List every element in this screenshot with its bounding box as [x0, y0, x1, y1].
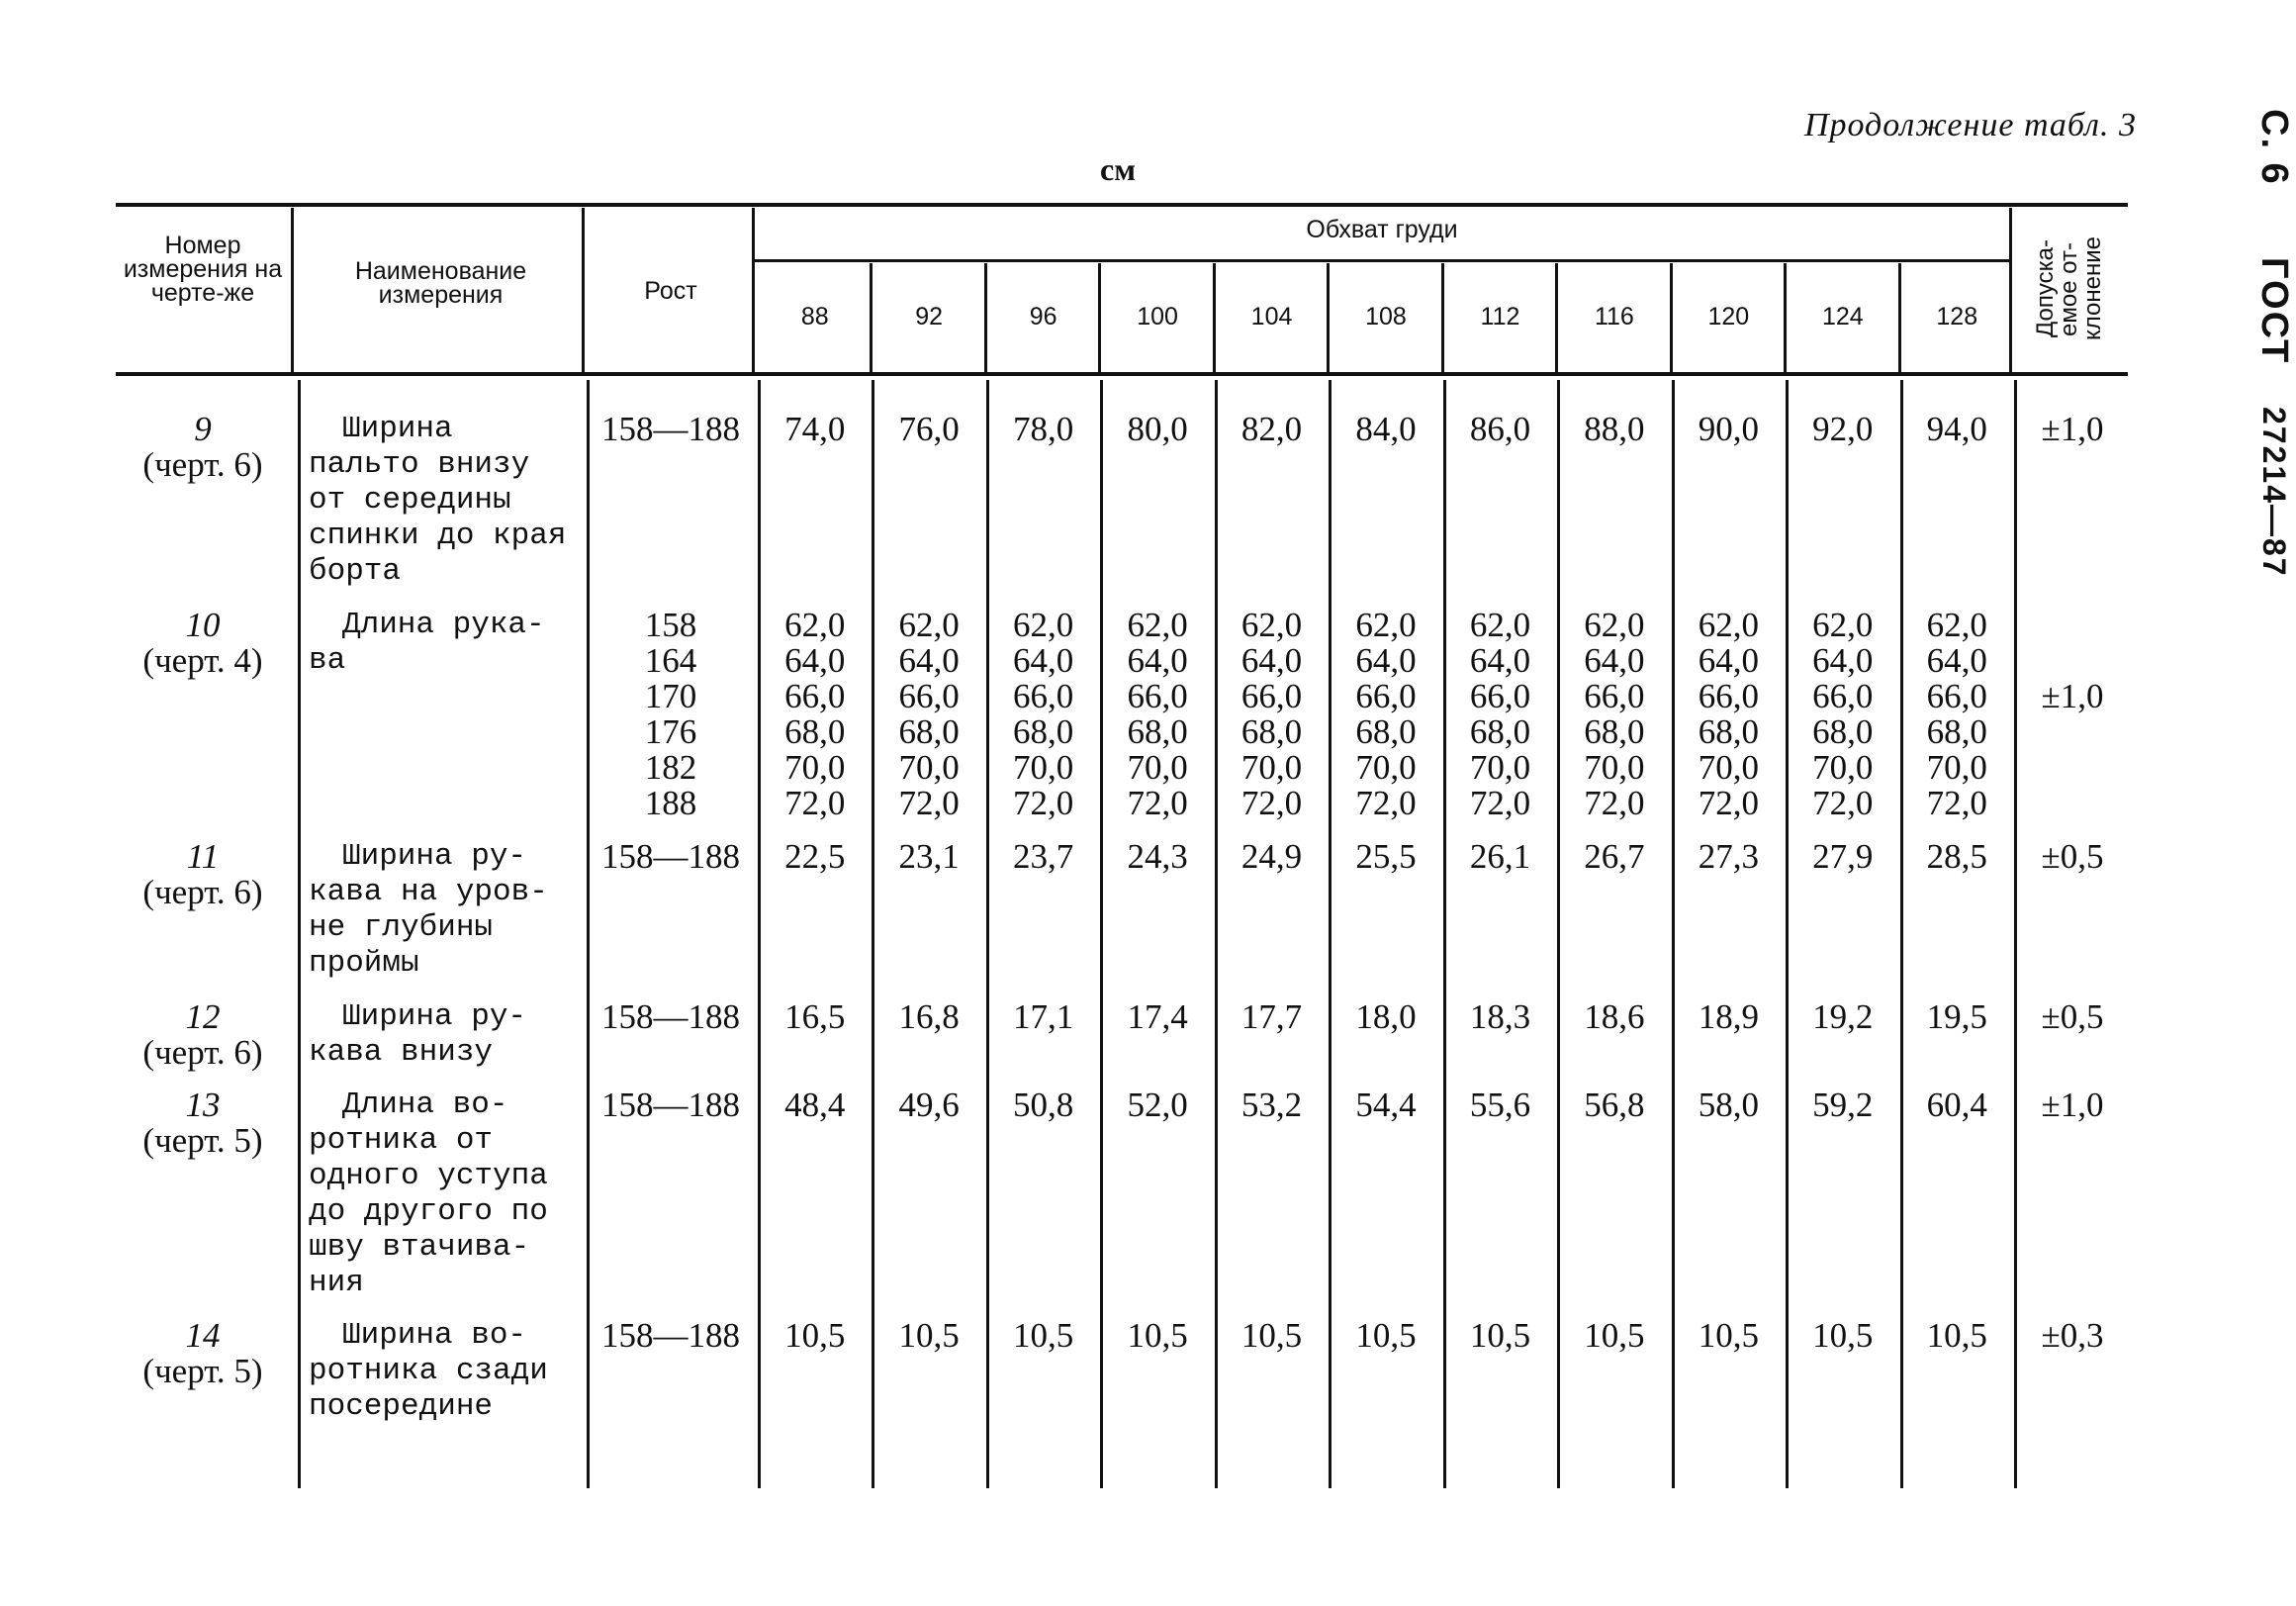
measurement-value: 72,0: [1698, 784, 1759, 822]
chest-size-header: 124: [1821, 303, 1864, 331]
measurement-value: 68,0: [1240, 712, 1303, 751]
measurement-value: 17,1: [1013, 997, 1074, 1036]
measurement-value: 58,0: [1698, 1086, 1759, 1124]
measurement-value: 19,5: [1926, 997, 1987, 1036]
measurement-value: 66,0: [1584, 677, 1645, 715]
column-rule: [1441, 263, 1444, 372]
measurement-name: [309, 608, 586, 679]
measurement-value: 64,0: [898, 641, 960, 680]
measurement-value: 64,0: [1355, 641, 1417, 680]
column-header-tolerance: Допуска-емое от-клонение: [2032, 236, 2106, 341]
standard-number: 27214—87: [2256, 407, 2292, 578]
column-rule: [2009, 208, 2012, 372]
drawing-reference: (черт. 6): [142, 445, 263, 484]
table-row-number: [116, 999, 290, 1071]
measurement-value-stack: [1786, 608, 1899, 821]
column-rule: [587, 380, 590, 1488]
measurement-value: 60,4: [1926, 1086, 1987, 1124]
measurement-value: 10,5: [1469, 1316, 1531, 1355]
measurement-value: 53,2: [1240, 1086, 1303, 1124]
measurement-value: 84,0: [1355, 410, 1417, 448]
measurement-value: 68,0: [1355, 712, 1417, 751]
measurement-value: 17,7: [1240, 997, 1303, 1036]
measurement-value: 62,0: [1240, 606, 1303, 644]
measurement-name-line: ва: [309, 643, 346, 678]
measurement-value-stack: [986, 608, 1100, 821]
measurement-value: 70,0: [1127, 748, 1188, 787]
measurement-value: 25,5: [1355, 837, 1417, 876]
measurement-value: 92,0: [1812, 410, 1874, 448]
measurement-value-stack: [1100, 608, 1214, 821]
measurement-value: 64,0: [1698, 641, 1759, 680]
measurement-value: 72,0: [784, 784, 846, 822]
table-row-number: [116, 839, 290, 910]
measurement-value: 10,5: [784, 1316, 846, 1355]
measurement-number: 12: [185, 997, 221, 1036]
measurement-value: 70,0: [1926, 748, 1987, 787]
chest-size-header: 100: [1137, 303, 1178, 331]
measurement-value: 10,5: [1812, 1316, 1874, 1355]
column-header-name: Наименование измерения: [354, 257, 527, 309]
measurement-value: 55,6: [1469, 1086, 1531, 1124]
measurement-name-line: кава внизу: [309, 1035, 494, 1070]
chest-size-header: 92: [915, 303, 944, 331]
measurement-value: 68,0: [1812, 712, 1874, 751]
measurement-value: 18,0: [1355, 997, 1417, 1036]
measurement-value: 66,0: [1698, 677, 1759, 715]
height-value: 176: [644, 712, 697, 751]
measurement-name-line: Ширина во-: [342, 1318, 527, 1353]
measurement-value: 64,0: [1584, 641, 1645, 680]
column-header-height: Рост: [644, 277, 697, 305]
measurement-number: 13: [185, 1086, 221, 1124]
measurement-value: 70,0: [1355, 748, 1417, 787]
measurement-value: 62,0: [1926, 606, 1987, 644]
drawing-reference: (черт. 4): [142, 641, 263, 680]
measurement-value: 64,0: [1812, 641, 1874, 680]
measurement-value-stack: [1672, 608, 1786, 821]
height-value: 188: [644, 784, 697, 822]
measurement-name: [309, 1318, 586, 1425]
measurement-name-line: до другого по: [309, 1194, 548, 1229]
measurement-value: 68,0: [784, 712, 846, 751]
height-range: 158—188: [601, 1086, 740, 1124]
measurement-name-line: Ширина: [342, 412, 453, 446]
measurement-value: 68,0: [1127, 712, 1188, 751]
measurement-value: 10,5: [1926, 1316, 1987, 1355]
measurement-value-stack: [1329, 608, 1442, 821]
measurement-value-stack: [1900, 608, 2014, 821]
measurement-value-stack: [872, 608, 985, 821]
measurement-value: 10,5: [1584, 1316, 1645, 1355]
measurement-value: 72,0: [1127, 784, 1188, 822]
tolerance-value: ±0,3: [2041, 1316, 2104, 1355]
measurement-value: 10,5: [1127, 1316, 1188, 1355]
measurement-value: 64,0: [1240, 641, 1303, 680]
measurement-name: [309, 1087, 586, 1301]
height-value: 182: [644, 748, 697, 787]
column-rule: [1898, 263, 1901, 372]
page-reference: С. 6: [2253, 109, 2295, 186]
measurement-value: 70,0: [1584, 748, 1645, 787]
measurement-value: 70,0: [1698, 748, 1759, 787]
measurement-value: 62,0: [784, 606, 846, 644]
measurement-value: 70,0: [898, 748, 960, 787]
measurement-value: 18,9: [1698, 997, 1759, 1036]
measurement-value: 16,5: [784, 997, 846, 1036]
drawing-reference: (черт. 6): [142, 1033, 263, 1072]
chest-size-header: 108: [1365, 303, 1407, 331]
measurement-name-line: посередине: [309, 1389, 494, 1424]
measurement-name-line: ния: [309, 1266, 364, 1300]
measurement-value: 72,0: [1584, 784, 1645, 822]
tolerance-value: ±1,0: [2041, 677, 2104, 715]
measurement-value: 62,0: [1812, 606, 1874, 644]
measurement-value: 28,5: [1926, 837, 1987, 876]
height-value: 164: [644, 641, 697, 680]
column-rule: [758, 380, 761, 1488]
column-rule: [2014, 380, 2017, 1488]
height-range: 158—188: [601, 997, 740, 1036]
measurement-value: 94,0: [1926, 410, 1987, 448]
measurement-value: 66,0: [1926, 677, 1987, 715]
measurement-value: 56,8: [1584, 1086, 1645, 1124]
column-rule: [1670, 263, 1673, 372]
measurement-value: 26,1: [1469, 837, 1531, 876]
measurement-value-stack: [758, 608, 872, 821]
measurement-value: 64,0: [1127, 641, 1188, 680]
measurement-name-line: Длина рука-: [342, 608, 545, 642]
measurement-value: 59,2: [1812, 1086, 1874, 1124]
height-range: 158—188: [601, 1316, 740, 1355]
measurement-value: 64,0: [1926, 641, 1987, 680]
measurement-value: 72,0: [1812, 784, 1874, 822]
measurement-name-line: спинки до края: [309, 519, 567, 553]
measurement-name-line: Длина во-: [342, 1087, 508, 1122]
chest-size-header: 88: [800, 303, 829, 331]
column-rule: [1213, 263, 1216, 372]
chest-size-header: 128: [1936, 303, 1978, 331]
measurement-value: 18,6: [1584, 997, 1645, 1036]
table-top-rule: [116, 203, 2128, 207]
drawing-reference: (черт. 6): [142, 873, 263, 911]
measurement-value: 52,0: [1127, 1086, 1188, 1124]
measurement-value: 10,5: [1240, 1316, 1303, 1355]
measurement-name-line: борта: [309, 554, 402, 589]
measurement-value: 68,0: [898, 712, 960, 751]
tolerance-value: ±0,5: [2041, 997, 2104, 1036]
standard-title: ГОСТ: [2253, 257, 2295, 365]
measurement-value: 49,6: [898, 1086, 960, 1124]
measurement-value: 64,0: [784, 641, 846, 680]
units-label: см: [1100, 151, 1136, 187]
measurement-value: 10,5: [1698, 1316, 1759, 1355]
measurement-name: [309, 839, 586, 982]
measurement-value: 50,8: [1013, 1086, 1074, 1124]
measurement-value: 19,2: [1812, 997, 1874, 1036]
measurement-value: 62,0: [1698, 606, 1759, 644]
measurement-value: 66,0: [1013, 677, 1074, 715]
measurement-value: 66,0: [1355, 677, 1417, 715]
measurement-value: 66,0: [1240, 677, 1303, 715]
column-header-number: Номер измерения на черте-же: [123, 232, 283, 307]
measurement-value: 68,0: [1584, 712, 1645, 751]
measurement-value: 62,0: [1127, 606, 1188, 644]
measurement-value: 66,0: [784, 677, 846, 715]
measurement-value: 74,0: [784, 410, 846, 448]
measurement-value: 48,4: [784, 1086, 846, 1124]
measurement-value: 66,0: [1469, 677, 1531, 715]
measurement-value-stack: [1557, 608, 1671, 821]
measurement-number: 9: [194, 410, 212, 448]
measurement-value: 70,0: [1812, 748, 1874, 787]
measurement-value: 66,0: [1127, 677, 1188, 715]
measurement-value: 68,0: [1013, 712, 1074, 751]
chest-size-header: 120: [1707, 303, 1750, 331]
column-rule: [984, 263, 987, 372]
measurement-name-line: пальто внизу: [309, 447, 530, 482]
measurement-name-line: ротника сзади: [309, 1354, 548, 1388]
height-range: 158—188: [601, 410, 740, 448]
measurement-value: 64,0: [1013, 641, 1074, 680]
measurement-value: 70,0: [1469, 748, 1531, 787]
table-row-number: [116, 1087, 290, 1159]
measurement-value: 64,0: [1469, 641, 1531, 680]
measurement-number: 14: [185, 1316, 221, 1355]
column-header-chest-group: Обхват груди: [1306, 216, 1458, 243]
measurement-value-stack: [1215, 608, 1329, 821]
measurement-value-stack: [1443, 608, 1557, 821]
measurement-name-line: от середины: [309, 483, 511, 518]
measurement-value: 10,5: [1013, 1316, 1074, 1355]
measurement-value: 80,0: [1127, 410, 1188, 448]
measurement-value: 68,0: [1926, 712, 1987, 751]
measurement-value: 62,0: [1355, 606, 1417, 644]
measurement-value: 24,3: [1127, 837, 1188, 876]
measurement-name-line: Ширина ру-: [342, 999, 527, 1034]
measurement-value: 70,0: [1240, 748, 1303, 787]
measurement-name-line: кава на уров-: [309, 875, 548, 909]
chest-group-rule: [755, 259, 2009, 262]
measurement-value: 70,0: [1013, 748, 1074, 787]
measurement-value: 88,0: [1584, 410, 1645, 448]
column-rule: [1555, 263, 1558, 372]
header-bottom-rule: [116, 372, 2128, 376]
measurement-value: 23,1: [898, 837, 960, 876]
measurement-value: 72,0: [1240, 784, 1303, 822]
standard-reference: [2157, 109, 2295, 578]
measurement-value: 82,0: [1240, 410, 1303, 448]
measurement-value: 72,0: [1926, 784, 1987, 822]
measurement-name: [309, 412, 586, 590]
measurement-value: 78,0: [1013, 410, 1074, 448]
measurement-name-line: не глубины: [309, 910, 494, 945]
measurement-value: 26,7: [1584, 837, 1645, 876]
column-rule: [1098, 263, 1101, 372]
table-row-number: [116, 608, 290, 679]
measurement-value: 62,0: [1013, 606, 1074, 644]
measurement-number: 11: [186, 837, 220, 876]
measurement-value: 66,0: [1812, 677, 1874, 715]
measurement-value: 86,0: [1469, 410, 1531, 448]
column-rule: [582, 208, 585, 372]
measurement-value: 24,9: [1240, 837, 1303, 876]
chest-size-header: 96: [1029, 303, 1057, 331]
measurement-value: 54,4: [1355, 1086, 1417, 1124]
measurement-value: 18,3: [1469, 997, 1531, 1036]
height-range: 158—188: [601, 837, 740, 876]
measurement-value: 16,8: [898, 997, 960, 1036]
height-list: [587, 608, 755, 821]
measurement-name-line: ротника от: [309, 1123, 494, 1158]
measurement-value: 72,0: [898, 784, 960, 822]
measurement-value: 22,5: [784, 837, 846, 876]
measurement-number: 10: [185, 606, 221, 644]
column-rule: [752, 208, 755, 372]
drawing-reference: (черт. 5): [142, 1352, 263, 1390]
measurement-value: 76,0: [898, 410, 960, 448]
measurement-name-line: одного уступа: [309, 1159, 548, 1193]
measurement-name: [309, 999, 586, 1071]
measurement-value: 27,9: [1812, 837, 1874, 876]
table-row-number: [116, 1318, 290, 1389]
chest-size-header: 104: [1250, 303, 1293, 331]
measurement-value: 62,0: [1469, 606, 1531, 644]
measurement-name-line: шву втачива-: [309, 1230, 530, 1265]
measurement-value: 72,0: [1013, 784, 1074, 822]
measurement-value: 66,0: [898, 677, 960, 715]
column-rule: [1327, 263, 1330, 372]
tolerance-value: ±0,5: [2041, 837, 2104, 876]
column-rule: [1784, 263, 1787, 372]
height-value: 158: [644, 606, 697, 644]
drawing-reference: (черт. 5): [142, 1121, 263, 1160]
measurement-name-line: проймы: [309, 946, 419, 981]
measurement-value: 70,0: [784, 748, 846, 787]
measurement-value: 10,5: [1355, 1316, 1417, 1355]
measurement-value: 27,3: [1698, 837, 1759, 876]
column-rule: [291, 208, 294, 372]
height-value: 170: [644, 677, 697, 715]
measurement-value: 72,0: [1355, 784, 1417, 822]
measurement-name-line: Ширина ру-: [342, 839, 527, 874]
measurement-value: 72,0: [1469, 784, 1531, 822]
table-row-number: [116, 412, 290, 483]
measurement-value: 17,4: [1127, 997, 1188, 1036]
tolerance-value: ±1,0: [2041, 1086, 2104, 1124]
chest-size-header: 116: [1594, 303, 1634, 331]
measurement-value: 62,0: [1584, 606, 1645, 644]
table-continuation-caption: Продолжение табл. 3: [1803, 107, 2137, 143]
measurement-value: 62,0: [898, 606, 960, 644]
measurement-value: 10,5: [898, 1316, 960, 1355]
measurement-value: 23,7: [1013, 837, 1074, 876]
tolerance-value: ±1,0: [2041, 410, 2104, 448]
measurement-value: 68,0: [1698, 712, 1759, 751]
measurement-value: 90,0: [1698, 410, 1759, 448]
measurement-value: 68,0: [1469, 712, 1531, 751]
column-rule: [298, 380, 301, 1488]
column-rule: [870, 263, 872, 372]
chest-size-header: 112: [1480, 303, 1520, 331]
